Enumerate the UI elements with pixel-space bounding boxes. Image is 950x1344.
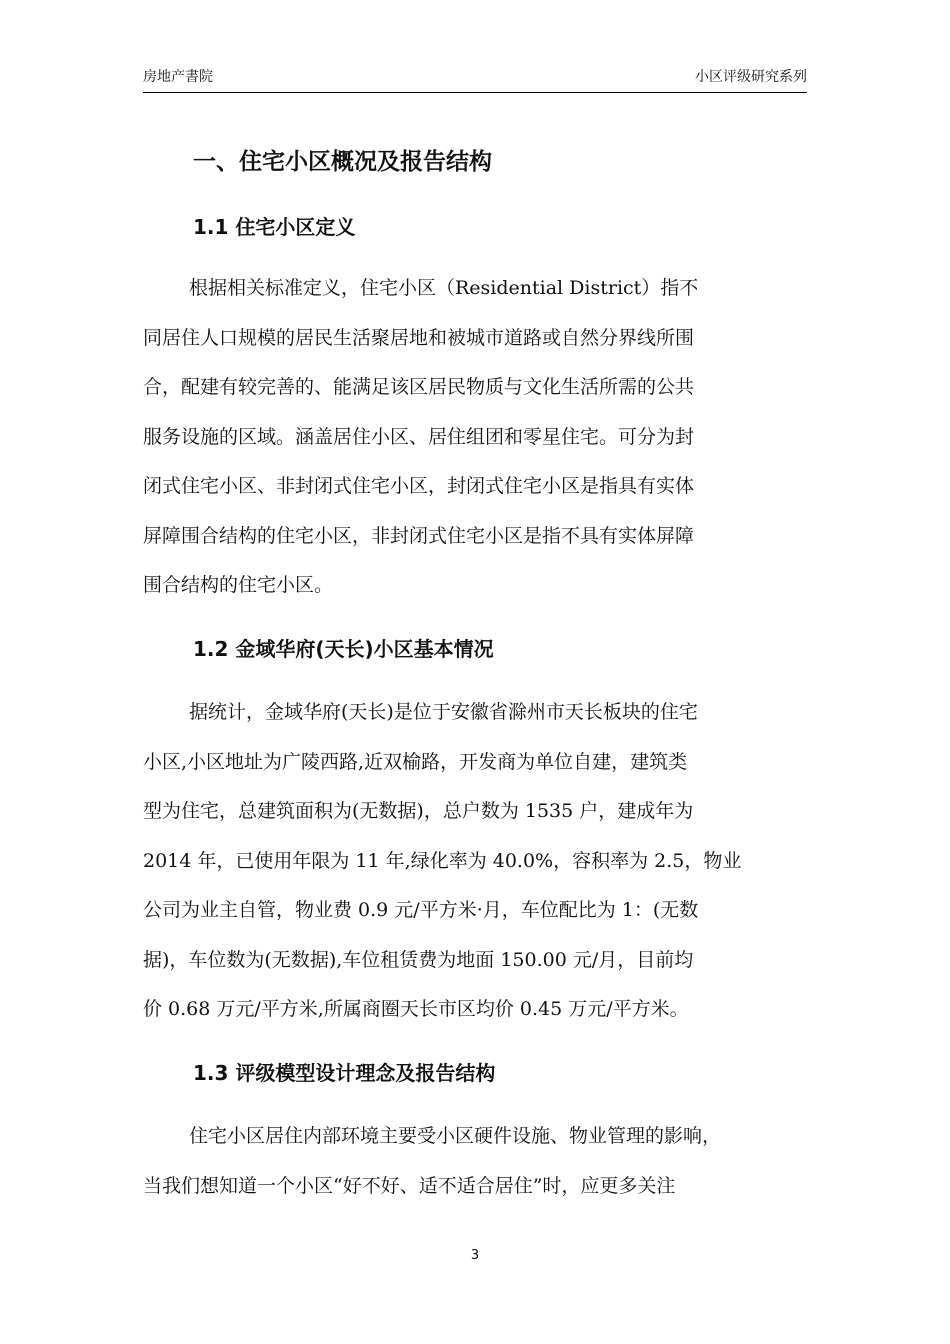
paragraph-line: 屏障围合结构的住宅小区，非封闭式住宅小区是指不具有实体屏障 — [143, 524, 695, 547]
page-number: 3 — [470, 1248, 480, 1263]
paragraph-line: 同居住人口规模的居民生活聚居地和被城市道路或自然分界线所围 — [143, 326, 695, 349]
paragraph-line: 型为住宅，总建筑面积为(无数据)，总户数为 1535 户，建成年为 — [143, 800, 694, 822]
section-1-3-paragraph — [143, 1112, 807, 1211]
section-heading-1-1: 1.1 住宅小区定义 — [193, 215, 356, 239]
paragraph-line: 住宅小区居住内部环境主要受小区硬件设施、物业管理的影响， — [189, 1125, 722, 1147]
paragraph-line: 围合结构的住宅小区。 — [143, 574, 334, 596]
paragraph-line: 根据相关标准定义，住宅小区（Residential District）指不 — [189, 277, 699, 299]
section-heading-1-2: 1.2 金域华府(天长)小区基本情况 — [193, 637, 494, 661]
section-1-2-paragraph — [143, 688, 807, 1035]
header-series-title: 小区评级研究系列 — [695, 69, 807, 85]
paragraph-line: 合，配建有较完善的、能满足该区居民物质与文化生活所需的公共 — [143, 376, 695, 398]
paragraph-line: 公司为业主自管，物业费 0.9 元/平方米·月，车位配比为 1：(无数 — [143, 899, 699, 921]
paragraph-line: 据)，车位数为(无数据),车位租赁费为地面 150.00 元/月，目前均 — [143, 948, 694, 971]
paragraph-line: 闭式住宅小区、非封闭式住宅小区，封闭式住宅小区是指具有实体 — [143, 475, 695, 497]
chapter-title: 一、住宅小区概况及报告结构 — [193, 149, 492, 175]
paragraph-line: 当我们想知道一个小区“好不好、适不适合居住”时，应更多关注 — [143, 1174, 676, 1197]
paragraph-line: 小区,小区地址为广陵西路,近双榆路，开发商为单位自建，建筑类 — [143, 750, 688, 773]
paragraph-line: 服务设施的区域。涵盖居住小区、居住组团和零星住宅。可分为封 — [143, 425, 695, 448]
paragraph-line: 价 0.68 万元/平方米,所属商圈天长市区均价 0.45 万元/平方米。 — [143, 998, 689, 1020]
page-header — [143, 68, 807, 93]
header-publisher: 房地产書院 — [143, 69, 213, 85]
paragraph-line: 据统计，金域华府(天长)是位于安徽省滁州市天长板块的住宅 — [189, 701, 698, 723]
paragraph-line: 2014 年，已使用年限为 11 年,绿化率为 40.0%，容积率为 2.5，物业 — [143, 849, 742, 872]
section-1-1-paragraph — [143, 264, 807, 611]
section-heading-1-3: 1.3 评级模型设计理念及报告结构 — [193, 1061, 496, 1085]
